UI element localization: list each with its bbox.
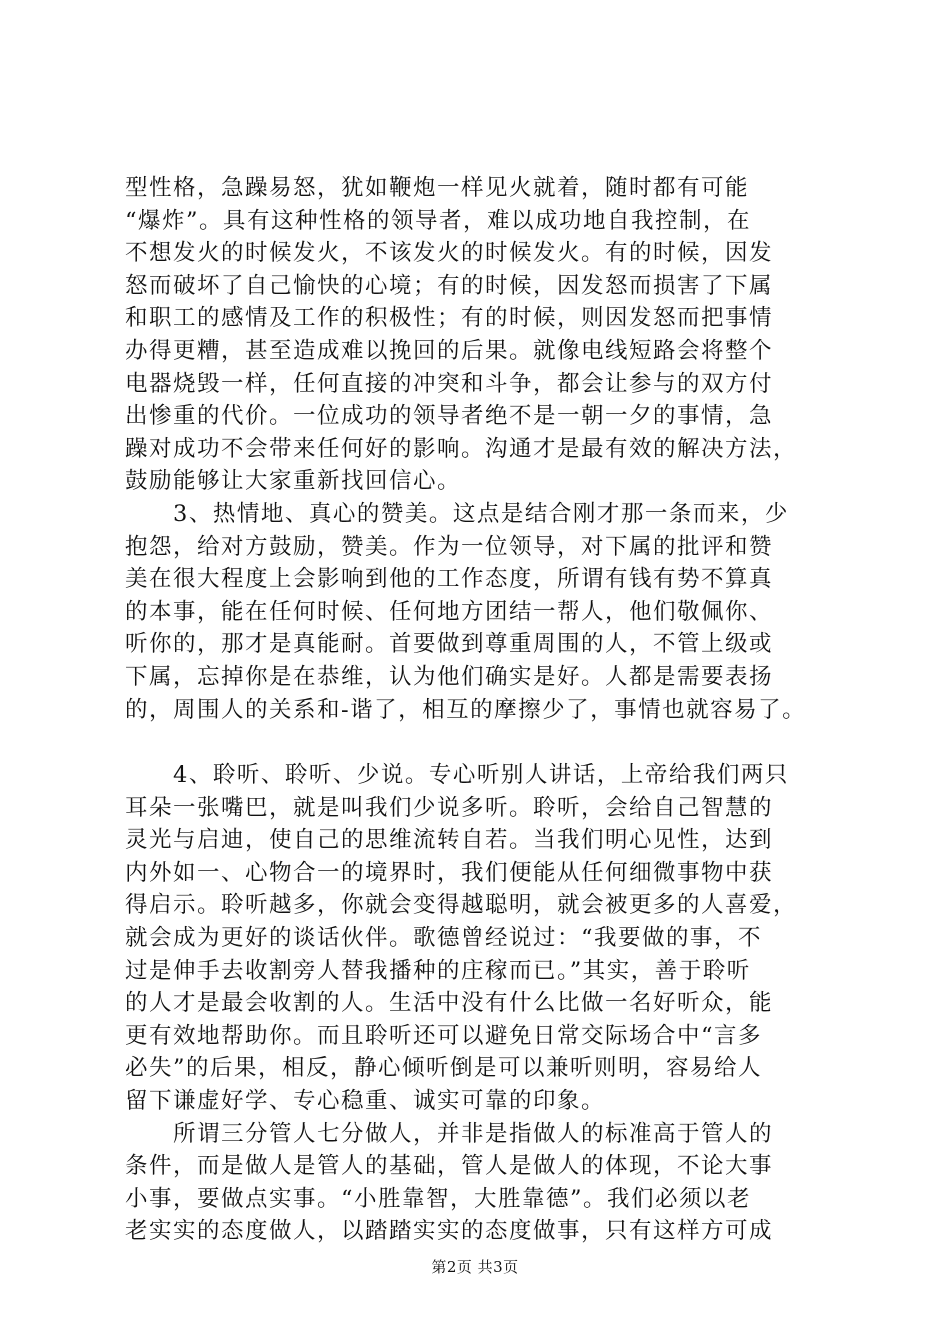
- text-line: 过是伸手去收割旁人替我播种的庄稼而已。”其实，善于聆听: [125, 957, 751, 984]
- paragraph-gap: [125, 726, 845, 759]
- text-line: 内外如一、心物合一的境界时，我们便能从任何细微事物中获: [125, 859, 774, 886]
- document-body: [125, 172, 845, 1248]
- text-line: 更有效地帮助你。而且聆听还可以避免日常交际场合中“言多: [125, 1022, 763, 1049]
- text-line: 必失”的后果，相反，静心倾听倒是可以兼听则明，容易给人: [125, 1055, 763, 1082]
- text-line: 老实实的态度做人，以踏踏实实的态度做事，只有这样方可成: [125, 1218, 774, 1245]
- text-line: 条件，而是做人是管人的基础，管人是做人的体现，不论大事: [125, 1153, 774, 1180]
- text-line: 耳朵一张嘴巴，就是叫我们少说多听。聆听，会给自己智慧的: [125, 794, 774, 821]
- text-line: 不想发火的时候发火，不该发火的时候发火。有的时候，因发: [125, 240, 774, 267]
- text-line: “爆炸”。具有这种性格的领导者，难以成功地自我控制，在: [125, 207, 752, 234]
- text-line: 3、热情地、真心的赞美。这点是结合刚才那一条而来，少: [125, 500, 789, 527]
- text-line: 下属，忘掉你是在恭维，认为他们确实是好。人都是需要表扬: [125, 663, 774, 690]
- text-line: 鼓励能够让大家重新找回信心。: [125, 468, 462, 495]
- text-line: 就会成为更好的谈话伙伴。歌德曾经说过：“我要做的事，不: [125, 925, 763, 952]
- text-line: 怒而破坏了自己愉快的心境；有的时候，因发怒而损害了下属: [125, 272, 774, 299]
- text-line: 小事，要做点实事。“小胜靠智，大胜靠德”。我们必须以老: [125, 1185, 752, 1212]
- text-line: 型性格，急躁易怒，犹如鞭炮一样见火就着，随时都有可能: [125, 175, 750, 201]
- text-line: 办得更糟，甚至造成难以挽回的后果。就像电线短路会将整个: [125, 337, 774, 364]
- text-line: 躁对成功不会带来任何好的影响。沟通才是最有效的解决方法，: [125, 435, 798, 462]
- page-footer: 第2页 共3页: [431, 1258, 519, 1276]
- text-line: 4、聆听、聆听、少说。专心听别人讲话，上帝给我们两只: [125, 762, 789, 789]
- text-line: 的本事，能在任何时候、任何地方团结一帮人，他们敬佩你、: [125, 598, 774, 625]
- text-line: 灵光与启迪，使自己的思维流转自若。当我们明心见性，达到: [125, 827, 774, 854]
- text-line: 抱怨，给对方鼓励，赞美。作为一位领导，对下属的批评和赞: [125, 533, 774, 560]
- text-line: 听你的，那才是真能耐。首要做到尊重周围的人，不管上级或: [125, 631, 774, 658]
- text-line: 的人才是最会收割的人。生活中没有什么比做一名好听众，能: [125, 990, 774, 1017]
- text-line: 的，周围人的关系和-谐了，相互的摩擦少了，事情也就容易了。: [125, 696, 807, 723]
- text-line: 所谓三分管人七分做人，并非是指做人的标准高于管人的: [125, 1120, 774, 1147]
- text-line: 留下谦虚好学、专心稳重、诚实可靠的印象。: [125, 1088, 606, 1115]
- text-line: 美在很大程度上会影响到他的工作态度，所谓有钱有势不算真: [125, 566, 774, 593]
- text-line: 得启示。聆听越多，你就会变得越聪明，就会被更多的人喜爱，: [125, 892, 798, 919]
- text-line: 出惨重的代价。一位成功的领导者绝不是一朝一夕的事情，急: [125, 403, 774, 430]
- text-line: 和职工的感情及工作的积极性；有的时候，则因发怒而把事情: [125, 305, 774, 332]
- text-line: 电器烧毁一样，任何直接的冲突和斗争，都会让参与的双方付: [125, 370, 774, 397]
